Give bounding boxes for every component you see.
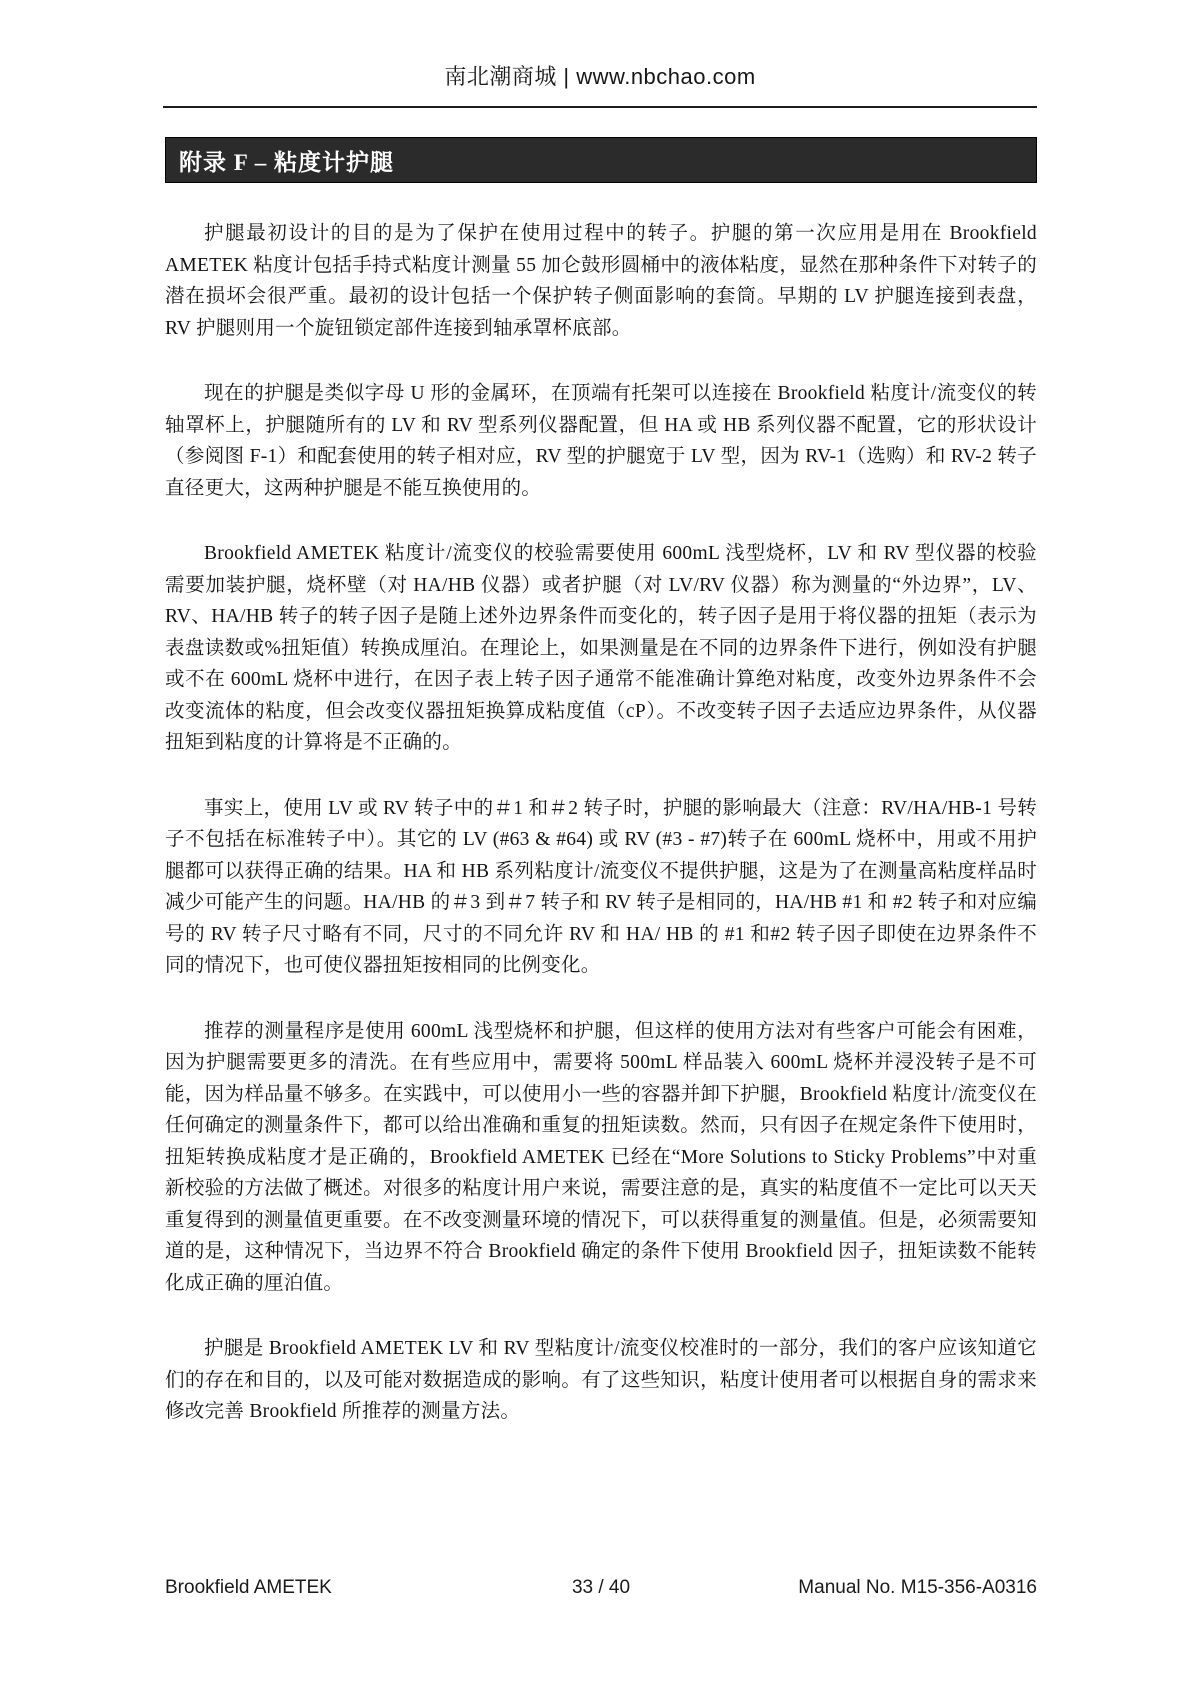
section-title-banner	[165, 137, 1037, 183]
footer-company: Brookfield AMETEK	[165, 1577, 332, 1598]
footer-manual-number: Manual No. M15-356-A0316	[798, 1577, 1037, 1598]
site-name: 南北潮商城 | www.nbchao.com	[444, 64, 756, 89]
paragraph-1: 护腿最初设计的目的是为了保护在使用过程中的转子。护腿的第一次应用是用在 Brookfield AMETEK 粘度计包括手持式粘度计测量 55 加仑鼓形圆桶中的液体粘度，显然在那种条件下对转子的潜在损坏会很严重。最初的设计包括一个保护转子侧面影响的套筒。早期的 LV 护腿连接到表盘，RV 护腿则用一个旋钮锁定部件连接到轴承罩杯底部。	[165, 223, 1037, 339]
page-header	[0, 60, 1200, 91]
paragraph-3: Brookfield AMETEK 粘度计/流变仪的校验需要使用 600mL 浅型烧杯，LV 和 RV 型仪器的校验需要加装护腿，烧杯壁（对 HA/HB 仪器）或者护腿（对 LV/RV 仪器）称为测量的“外边界”，LV、RV、HA/HB 转子的转子因子是随上述外边界条件而变化的，转子因子是用于将仪器的扭矩（表示为表盘读数或%扭矩值）转换成厘泊。在理论上，如果测量是在不同的边界条件下进行，例如没有护腿或不在 600mL 烧杯中进行，在因子表上转子因子通常不能准确计算绝对粘度，改变外边界条件不会改变流体的粘度，但会改变仪器扭矩换算成粘度值（cP）。不改变转子因子去适应边界条件，从仪器扭矩到粘度的计算将是不正确的。	[165, 543, 1037, 753]
paragraph-2: 现在的护腿是类似字母 U 形的金属环，在顶端有托架可以连接在 Brookfield 粘度计/流变仪的转轴罩杯上，护腿随所有的 LV 和 RV 型系列仪器配置，但 HA 或 HB 系列仪器不配置，它的形状设计（参阅图 F-1）和配套使用的转子相对应，RV 型的护腿宽于 LV 型，因为 RV-1（选购）和 RV-2 转子直径更大，这两种护腿是不能互换使用的。	[165, 383, 1037, 499]
paragraph-6: 护腿是 Brookfield AMETEK LV 和 RV 型粘度计/流变仪校准时的一部分，我们的客户应该知道它们的存在和目的，以及可能对数据造成的影响。有了这些知识，粘度计使用者可以根据自身的需求来修改完善 Brookfield 所推荐的测量方法。	[165, 1338, 1037, 1422]
footer-page-number: 33 / 40	[571, 1577, 631, 1598]
section-title: 附录 F – 粘度计护腿	[179, 149, 394, 175]
page-footer	[165, 1577, 1037, 1599]
document-body	[165, 218, 1037, 1462]
paragraph-5: 推荐的测量程序是使用 600mL 浅型烧杯和护腿，但这样的使用方法对有些客户可能会有困难，因为护腿需要更多的清洗。在有些应用中，需要将 500mL 样品装入 600mL 烧杯并浸没转子是不可能，因为样品量不够多。在实践中，可以使用小一些的容器并卸下护腿，Brookfield 粘度计/流变仪在任何确定的测量条件下，都可以给出准确和重复的扭矩读数。然而，只有因子在规定条件下使用时，扭矩转换成粘度才是正确的，Brookfield AMETEK 已经在“More Solutions to Sticky Problems”中对重新校验的方法做了概述。对很多的粘度计用户来说，需要注意的是，真实的粘度值不一定比可以天天重复得到的测量值更重要。在不改变测量环境的情况下，可以获得重复的测量值。但是，必须需要知道的是，这种情况下，当边界不符合 Brookfield 确定的条件下使用 Brookfield 因子，扭矩读数不能转化成正确的厘泊值。	[165, 1020, 1037, 1294]
header-divider	[163, 106, 1037, 108]
paragraph-4: 事实上，使用 LV 或 RV 转子中的＃1 和＃2 转子时，护腿的影响最大（注意：RV/HA/HB-1 号转子不包括在标准转子中）。其它的 LV (#63 & #64) 或 RV (#3 - #7)转子在 600mL 烧杯中，用或不用护腿都可以获得正确的结果。HA 和 HB 系列粘度计/流变仪不提供护腿，这是为了在测量高粘度样品时减少可能产生的问题。HA/HB 的＃3 到＃7 转子和 RV 转子是相同的，HA/HB #1 和 #2 转子和对应编号的 RV 转子尺寸略有不同，尺寸的不同允许 RV 和 HA/ HB 的 #1 和#2 转子因子即使在边界条件不同的情况下，也可使仪器扭矩按相同的比例变化。	[165, 797, 1037, 976]
